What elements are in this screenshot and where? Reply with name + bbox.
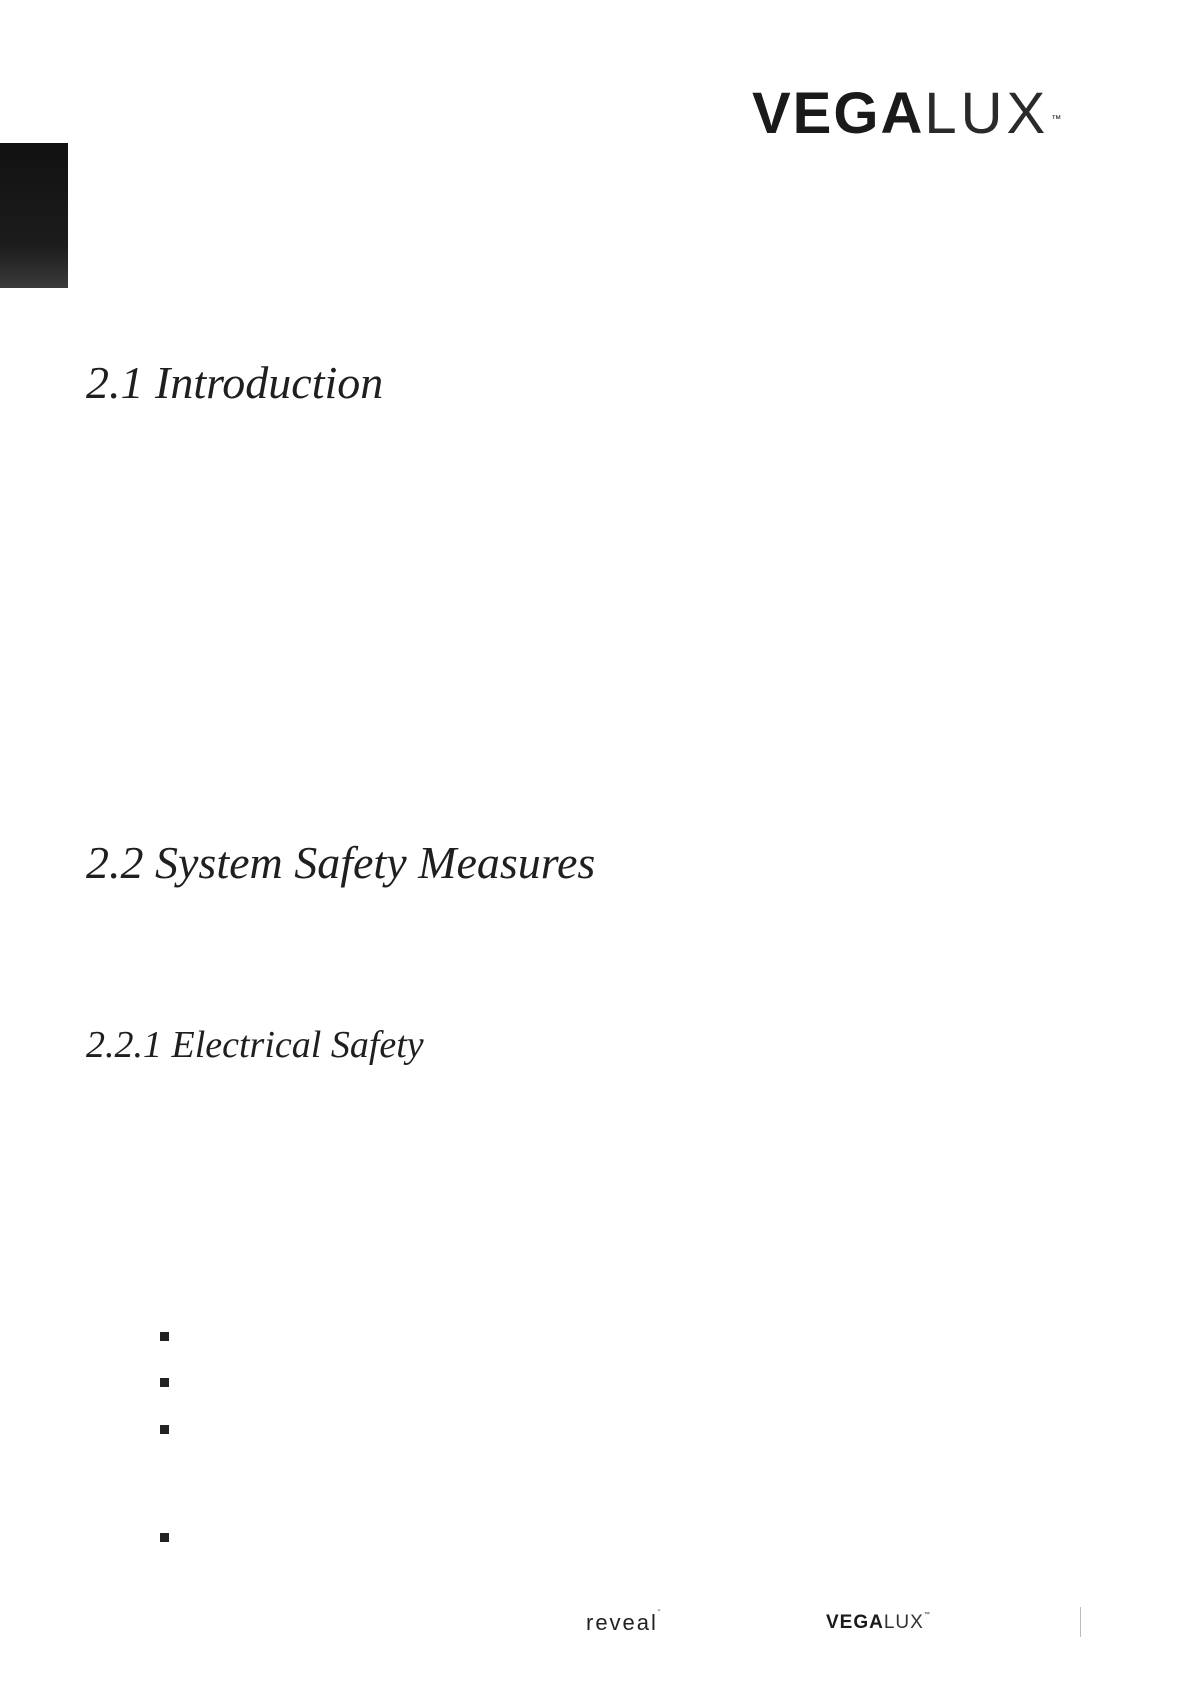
- footer-divider: [1080, 1607, 1081, 1637]
- vegalux-logo: [752, 82, 1062, 146]
- logo-bold-text: VEGA: [752, 81, 925, 146]
- section-heading-introduction: 2.1 Introduction: [86, 357, 384, 408]
- footer-vegalux-logo: [826, 1612, 930, 1634]
- logo-trademark: ™: [1051, 114, 1063, 125]
- subsection-heading-electrical-safety: 2.2.1 Electrical Safety: [86, 1024, 424, 1066]
- reveal-trademark: ˜: [657, 1610, 663, 1617]
- list-bullet: [160, 1533, 169, 1542]
- list-bullet: [160, 1332, 169, 1341]
- footer-logo-bold-text: VEGA: [826, 1612, 884, 1633]
- footer-logo-light-text: LUX: [883, 1612, 924, 1633]
- section-heading-system-safety: 2.2 System Safety Measures: [86, 837, 596, 888]
- logo-light-text: LUX: [924, 81, 1050, 146]
- footer-reveal-logo: [586, 1610, 662, 1636]
- footer-logo-trademark: ™: [923, 1612, 930, 1618]
- chapter-side-tab: [0, 143, 68, 288]
- reveal-text: reveal: [586, 1610, 658, 1635]
- list-bullet: [160, 1378, 169, 1387]
- list-bullet: [160, 1425, 169, 1434]
